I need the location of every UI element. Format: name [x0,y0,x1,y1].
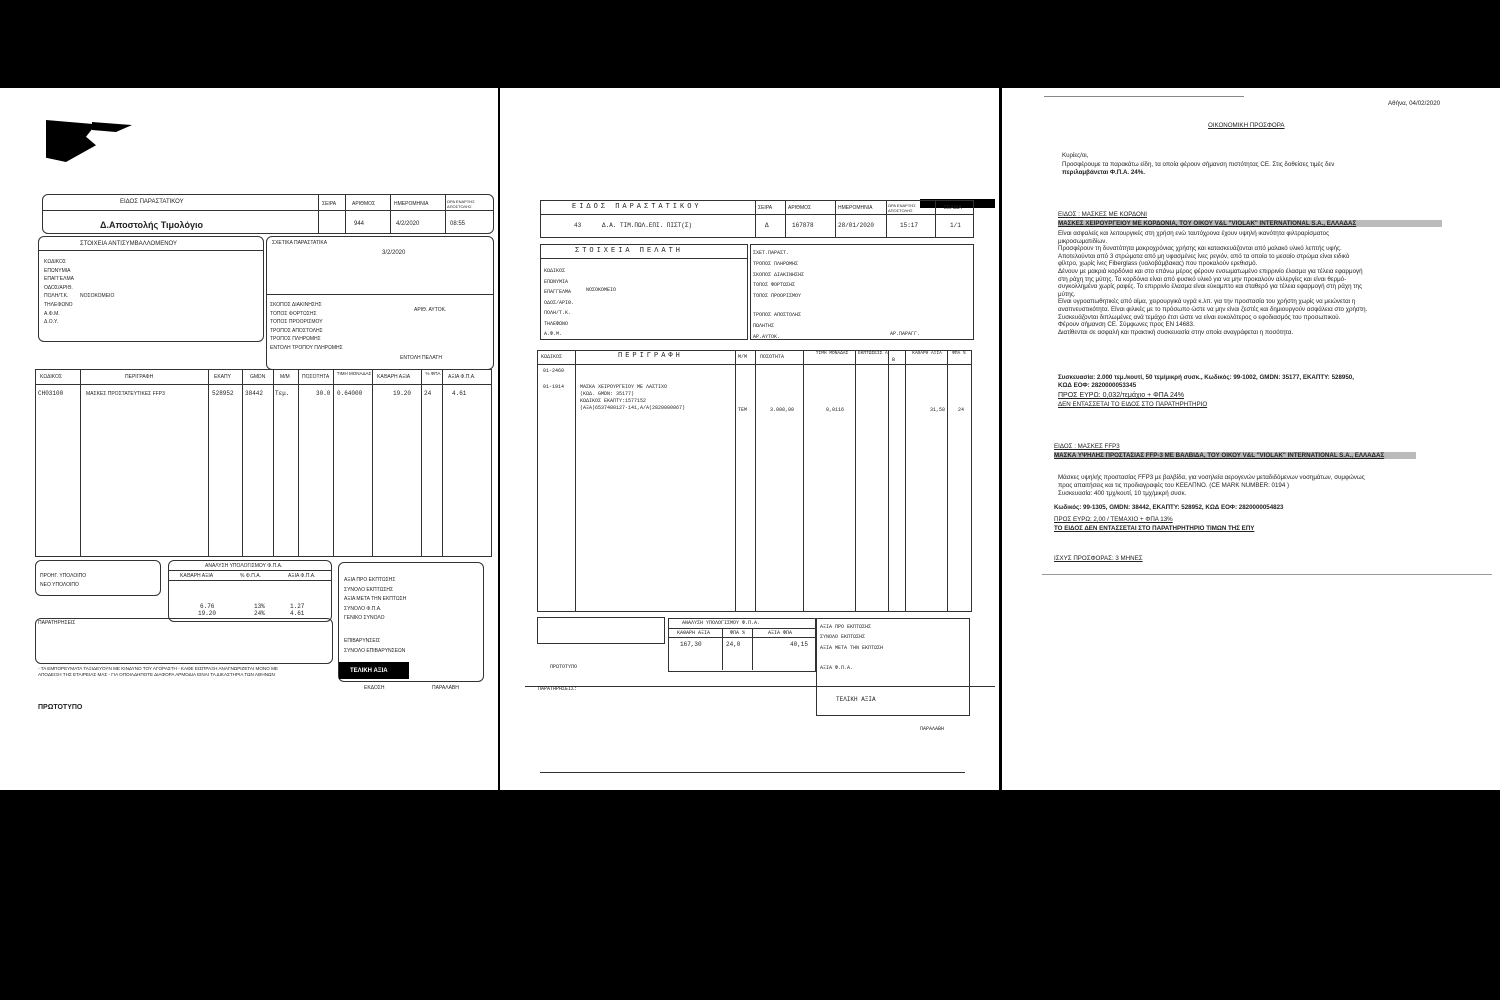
customer-label: ΕΠΑΓΓΕΛΜΑ [44,276,74,283]
customer-label: ΕΠΑΓΓΕΛΜΑ [544,289,572,295]
shipping-label: ΣΧΕΤ.ΠΑΡΑΣΤ. [753,250,790,256]
vat-row-pct: 24,0 [726,641,741,648]
customer-title: ΣΤΟΙΧΕΙΑ ΠΕΛΑΤΗ [575,247,684,255]
shipping-label: ΤΡΟΠΟΣ ΑΠΟΣΤΟΛΗΣ [270,327,323,334]
section2-note: ΤΟ ΕΙΔΟΣ ΔΕΝ ΕΝΤΑΣΣΕΤΑΙ ΣΤΟ ΠΑΡΑΤΗΡΗΤΗΡΙΟ ΤΙΜΩΝ ΤΗΣ ΕΠΥ [1054,525,1255,532]
redacted-logo-part [92,122,132,132]
cell-code-top: 01-2460 [543,368,565,374]
col-net-value: ΚΑΘΑΡΗ ΑΞΙΑ [377,374,411,380]
shipping-label: ΤΟΠΟΣ ΠΡΟΟΡΙΣΜΟΥ [753,293,802,300]
col-vat-value: ΑΞΙΑ Φ.Π.Α. [448,374,476,380]
redacted-logo [46,120,96,162]
customer-label: Δ.Ο.Υ. [44,319,59,326]
footer-note-1: - ΤΑ ΕΜΠΟΡΕΥΜΑΤΑ ΤΑΞΙΔΕΥΟΥΝ ΜΕ ΚΙΝΔΥΝΟ ΤΟΥ ΑΓΟΡΑΣΤΗ - ΚΑΘΕ ΕΙΣΠΡΑΞΗ ΑΝΑΓΝΩΡΙΖΕΤΑΙ ΜΟΝΟ ΜΕ [38,666,278,671]
offer-greeting: Κυρίες/οι, [1062,152,1089,159]
totals-label: ΓΕΝΙΚΟ ΣΥΝΟΛΟ [344,615,385,622]
invoice-page-2 [500,88,999,790]
doc-number: 167878 [792,222,814,229]
cell-description: ΜΑΣΚΑ ΧΕΙΡΟΥΡΓΕΙΟΥ ΜΕ ΛΑΣΤΙΧΟ [580,384,668,390]
doc-page: 1/1 [950,222,961,229]
related-docs-date: 3/2/2020 [382,250,406,256]
vat-row2-net: 19.20 [198,610,217,617]
customer-label: ΕΠΩΝΥΜΙΑ [44,267,71,274]
col-description: ΠΕΡΙΓΡΑΦΗ [125,374,154,380]
cell-unit-price: 0.64000 [337,390,363,397]
section2-line: προς απαιτήσεις και τις προδιαγραφές του ΚΕΕΛΠΝΟ. (CE MARK NUMBER: 0194 ) [1058,481,1290,489]
header-col-time: ΩΡΑ ΕΝΑΡΞΗΣ ΑΠΟΣΤΟΛΗΣ [888,203,916,213]
vat-col-net: ΚΑΘΑΡΗ ΑΞΙΑ [677,630,711,636]
section1-line: μικροσωματιδίων. [1058,237,1108,245]
header-col-number: ΑΡΙΘΜΟΣ [788,205,812,211]
cell-code: CH03100 [38,390,64,397]
section2-type: ΕΙΔΟΣ : ΜΑΣΚΕΣ FFP3 [1054,443,1120,450]
section1-type: ΕΙΔΟΣ : ΜΑΣΚΕΣ ΜΕ ΚΟΡΔΟΝΙ [1058,211,1147,218]
section1-line: μύτης. [1058,290,1076,298]
section1-line: Αποτελούνται από 3 στρώματα από μη υφασμένες ίνες ρεγιόν, από τα οποία το μεσαίο στρώμα είναι ειδικό [1058,252,1350,260]
customer-label: ΠΟΛΗ/Τ.Κ. [544,310,572,316]
section1-line: συγκολλημένα χωρίς ραφές. Το επιρρινίο έλασμα είναι εύκαμπτο και σταθερό για τέλεια εφαρμογή στη ράχη της [1058,283,1363,291]
vat-analysis-title: ΑΝΑΛΥΣΗ ΥΠΟΛΟΓΙΣΜΟΥ Φ.Π.Α. [682,620,761,626]
doc-time: 08:55 [450,221,466,227]
totals-label: ΑΞΙΑ ΠΡΟ ΕΚΠΤΩΣΗΣ [344,577,396,583]
shipping-label: ΤΡΟΠΟΣ ΠΛΗΡΩΜΗΣ [270,336,321,343]
charges-labels [344,637,405,656]
totals-label: ΑΞΙΑ ΜΕΤΑ ΤΗΝ ΕΚΠΤΩΣΗ [344,596,407,603]
section2-line: Μάσκες υψηλής προστασίας FFP3 με βαλβίδα, για νοσηλεία αερογενών μεταδιδόμενων νοσημάτων, συμφώνως [1058,474,1365,481]
customer-sign-label: ΕΝΤΟΛΗ ΠΕΛΑΤΗ [400,355,442,361]
col-net-value: ΚΑΘΑΡΗ ΑΞΙΑ [912,351,942,356]
col-gmdn: GMDN [250,374,266,380]
shipping-label: ΠΩΛΗΤΗΣ [753,322,775,329]
customer-labels [544,266,574,340]
balance-box [537,617,665,644]
header-col-date: ΗΜΕΡΟΜΗΝΙΑ [394,201,429,207]
header-col-number: ΑΡΙΘΜΟΣ [352,201,376,207]
section2-line: Συσκευασία: 400 τμχ/κουτί, 10 τμχ/μικρή συσκ. [1058,489,1187,497]
col-discount-b: Β [892,357,896,363]
vat-col-pct: % Φ.Π.Α. [240,573,261,579]
offer-page [1002,88,1500,790]
totals-label: ΑΞΙΑ ΠΡΟ ΕΚΠΤΩΣΗΣ [820,624,872,630]
section1-line: Είναι υγροαπωθητικές από αίμα, χειρουργικά υγρά κ.λπ. για την προστασία του χρήστη χωρίς να μειώνεται η [1058,298,1356,306]
doc-number: 944 [354,221,365,227]
vat-row-net: 167,30 [680,641,702,648]
offer-intro-1: Προσφέρουμε τα παρακάτω είδη, τα οποία φέρουν σήμανση πιστότητας CE. Στις δοθείσες τιμές δεν [1062,161,1335,168]
charges-label: ΣΥΝΟΛΟ ΕΠΙΒΑΡΥΝΣΕΩΝ [344,647,406,654]
totals-label: ΑΞΙΑ Φ.Π.Α. [820,665,854,672]
cell-description: ΜΑΣΚΕΣ ΠΡΟΣΤΑΤΕΥΤΙΚΕΣ FFP3 [86,391,165,397]
header-col-time: ΩΡΑ ΕΝΑΡΞΗΣ ΑΠΟΣΤΟΛΗΣ [447,199,475,209]
col-ekapty: ΕΚΑΠΥ [214,374,231,380]
cell-net-value: 31,50 [930,407,946,413]
customer-label: Α.Φ.Μ. [44,310,60,317]
totals-label: ΣΥΝΟΛΟ ΕΚΠΤΩΣΗΣ [344,586,394,593]
offer-intro-2: περιλαμβάνεται Φ.Π.Α. 24%. [1062,169,1145,176]
section1-price: ΠΡΟΣ ΕΥΡΩ: 0,032/τεμάχιο + ΦΠΑ 24% [1058,392,1184,399]
col-unit-price: ΤΙΜΗ ΜΟΝΑΔΑΣ [815,351,849,356]
section1-line: Διατίθενται σε ασφαλή και πρακτική συσκευασία στην οποία αναγράφεται η ποσότητα. [1058,328,1294,336]
col-discount-a: ΕΚΠΤΩΣΕΙΣ Α [858,351,888,356]
doc-type-label: ΕΙΔΟΣ ΠΑΡΑΣΤΑΤΙΚΟΥ [572,203,702,211]
col-quantity: ΠΟΣΟΤΗΤΑ [760,354,785,360]
cell-description-ekapty: ΚΩΔΙΚΟΣ ΕΚΑΠΤΥ:1577152 [580,398,647,404]
col-code: ΚΩΔΙΚΟΣ [40,374,62,380]
invoice-page-1 [0,88,498,790]
offer-validity: ΙΣΧΥΣ ΠΡΟΣΦΟΡΑΣ: 3 ΜΗΝΕΣ [1054,555,1143,562]
section1-line: φίλτρο, χωρίς ίνες Fiberglass (υαλοβάμβακας) που προκαλούν ερεθισμό. [1058,260,1258,268]
doc-code: 43 [574,222,582,229]
doc-name: Δ.Α. ΤΙΜ.ΠΩΛ.ΕΠΙ. ΠΙΣΤ(Σ) [602,222,693,229]
section2-price: ΠΡΟΣ ΕΥΡΩ: 2,00 / ΤΕΜΑΧΙΟ + ΦΠΑ 13% [1054,516,1173,523]
vat-col-net: ΚΑΘΑΡΗ ΑΞΙΑ [180,573,214,579]
remarks-label: ΠΑΡΑΤΗΡΗΣΕΙΣ [38,620,76,626]
shipping-label: ΣΚΟΠΟΣ ΔΙΑΚΙΝΗΣΗΣ [753,271,805,278]
section1-line: αναπνευστικότητα. Είναι φιλικές με το πρόσωπο ώστε να μην είναι ζεστές και δημιουργούν ασφάλεια στο χρήστη. [1058,305,1368,313]
section2-name: ΜΑΣΚΑ ΥΨΗΛΗΣ ΠΡΟΣΤΑΣΙΑΣ FFP-3 ΜΕ ΒΑΛΒΙΔΑ, ΤΟΥ ΟΙΚΟΥ V&L "VIOLAK" INTERNATIONAL S.A., ΕΛΛΑΔΑΣ [1054,452,1416,459]
customer-label: ΟΔΟΣ/ΑΡΙΘ. [544,299,575,306]
header-col-series: ΣΕΙΡΑ [758,205,773,211]
shipping-label: ΕΝΤΟΛΗ ΤΡΟΠΟΥ ΠΛΗΡΩΜΗΣ [270,344,343,351]
vat-row2-value: 4.61 [290,610,305,617]
related-docs-label: ΣΧΕΤΙΚΑ ΠΑΡΑΣΤΑΤΙΚΑ [272,240,328,246]
col-quantity: ΠΟΣΟΤΗΤΑ [302,374,330,380]
totals-label: ΣΥΝΟΛΟ Φ.Π.Α. [344,605,382,612]
vat-row1-pct: 13% [254,603,265,610]
order-number-label: ΑΡ.ΠΑΡΑΓΓ. [890,331,921,337]
cell-ekapty: 528952 [212,390,234,397]
cell-vat-value: 4.61 [452,390,467,397]
section1-line: Συσκευάζονται διπλωμένες ανά τεμάχιο έτσι ώστε να είναι ευκολότερος ο εφοδιασμός του προσωπικού. [1058,313,1341,321]
issued-label: ΕΚΔΟΣΗ [364,685,385,691]
vat-col-pct: ΦΠΑ % [730,630,746,636]
section1-line: Φέρουν σήμανση CE. Σύμφωνες προς EN 14683. [1058,321,1195,329]
vat-row-value: 40,15 [790,641,809,648]
col-vat-pct: ΦΠΑ % [952,351,966,356]
doc-type-label: ΕΙΔΟΣ ΠΑΡΑΣΤΑΤΙΚΟΥ [120,199,184,205]
new-balance-label: ΝΕΟ ΥΠΟΛΟΙΠΟ [40,582,79,588]
remarks-box [35,618,333,664]
charges-label: ΕΠΙΒΑΡΥΝΣΕΙΣ [344,638,381,644]
received-label: ΠΑΡΑΛΑΒΗ [920,726,945,732]
vat-row1-value: 1.27 [290,603,305,610]
vat-col-value: ΑΞΙΑ ΦΠΑ [768,630,793,636]
section1-description [1058,230,1367,336]
footer-note-2: ΑΠΟΔΕΙΞΗ ΤΗΣ ΕΤΑΙΡΕΙΑΣ ΜΑΣ - ΓΙΑ ΟΠΟΙΑΔΗΠΟΤΕ ΔΙΑΦΟΡΑ ΑΡΜΟΔΙΑ ΕΙΝΑΙ ΤΑ ΔΙΚΑΣΤΗΡΙΑ ΤΩΝ ΑΘΗΝΩΝ [38,672,275,677]
original-label: ΠΡΩΤΟΤΥΠΟ [38,704,83,711]
vat-row2-pct: 24% [254,610,265,617]
customer-label: ΚΩΔΙΚΟΣ [544,268,566,274]
customer-label: ΕΠΩΝΥΜΙΑ [544,278,569,285]
customer-label: ΠΟΛΗ/Τ.Κ. [44,293,69,300]
customer-profession: ΝΟΣΟΚΟΜΕΙΟ [586,287,617,293]
customer-title: ΣΤΟΙΧΕΙΑ ΑΝΤΙΣΥΜΒΑΛΛΟΜΕΝΟΥ [80,241,178,247]
col-code: ΚΩΔΙΚΟΣ [541,354,563,360]
section1-note: ΔΕΝ ΕΝΤΑΣΣΕΤΑΙ ΤΟ ΕΙΔΟΣ ΣΤΟ ΠΑΡΑΤΗΡΗΤΗΡΙΟ [1058,401,1208,408]
doc-name: Δ.Αποστολής Τιμολόγιο [100,220,203,230]
customer-label: ΟΔΟΣ/ΑΡΙΘ. [44,284,73,291]
shipping-labels [753,248,804,342]
section2-code: Κωδικός: 99-1305, GMDN: 38442, ΕΚΑΠΤΥ: 528952, ΚΩΔ ΕΟΦ: 2820000054823 [1054,504,1284,511]
totals-label: ΣΥΝΟΛΟ ΕΚΠΤΩΣΗΣ [820,634,866,641]
cell-description-ref: (ΑΞΑ)6537480127-141,Α/Α(2820000067) [580,405,686,411]
cell-unit-price: 0,0116 [826,407,845,413]
header-col-page: ΣΕΛΙΔΑ [944,205,962,211]
customer-labels [44,259,74,328]
customer-label: ΚΩΔΙΚΟΣ [44,259,66,265]
shipping-label: ΤΡΟΠΟΣ ΠΛΗΡΩΜΗΣ [753,260,799,267]
col-unit: Μ/Μ [738,354,748,360]
totals-labels [344,576,406,624]
offer-date: Αθήνα, 04/02/2020 [1388,100,1441,107]
shipping-label: ΑΡ.ΑΥΤΟΚ. [753,333,781,340]
doc-date: 4/2/2020 [396,221,420,227]
doc-time: 15:17 [900,222,919,229]
cell-quantity: 30.0 [316,390,331,397]
final-total-label: ΤΕΛΙΚΗ ΑΞΙΑ [836,696,876,703]
section1-line: Είναι ασφαλείς και λειτουργικές στη χρήση ενώ ταυτόχρονα έχουν υψηλή ικανότητα φιλτραρίσματος [1058,230,1330,237]
remarks-label: ΠΑΡΑΤΗΡΗΣΕΙΣ: [538,686,578,692]
section1-line: Προσφέρουν τη δυνατότητα μακροχρόνιας χρήσης και κατασκευάζονται από μαλακό υλικό λεπτής υφής. [1058,245,1342,253]
offer-title: ΟΙΚΟΝΟΜΙΚΗ ΠΡΟΣΦΟΡΑ [1208,122,1285,129]
cell-vat-pct: 24 [958,407,965,413]
shipping-label: ΤΟΠΟΣ ΦΟΡΤΩΣΗΣ [270,310,317,317]
header-col-date: ΗΜΕΡΟΜΗΝΙΑ [838,205,873,211]
shipping-label: ΤΟΠΟΣ ΠΡΟΟΡΙΣΜΟΥ [270,319,323,326]
totals-labels [820,622,883,674]
doc-series: Δ [765,222,769,229]
vat-col-value: ΑΞΙΑ Φ.Π.Α. [288,573,316,579]
section1-line: στη ράχη της μύτης. Τα κορδόνια είναι από φυσικό υλικό για να μην προκαλούν αλλεργίες και είναι θερμό- [1058,275,1347,283]
cell-unit: ΤΕΜ [738,407,748,413]
shipping-label: ΤΡΟΠΟΣ ΑΠΟΣΤΟΛΗΣ [753,311,802,318]
shipping-labels [270,302,343,354]
customer-label: Α.Φ.Μ. [544,331,563,337]
section1-line: Δένουν με μακριά κορδόνια και στο επάνω μέρος φέρουν ενσωματωμένο επιρρινίο έλασμα για τέλεια εφαρμογή [1058,267,1363,275]
shipping-label: ΣΚΟΠΟΣ ΔΙΑΚΙΝΗΣΗΣ [270,302,322,308]
cell-vat-pct: 24 [424,390,432,397]
section1-name: ΜΑΣΚΕΣ ΧΕΙΡΟΥΡΓΕΙΟΥ ΜΕ ΚΟΡΔΟΝΙΑ, ΤΟΥ ΟΙΚΟΥ V&L "VIOLAK" INTERNATIONAL S.A., ΕΛΛΑΔΑΣ [1058,220,1442,227]
original-label: ΠΡΩΤΟΤΥΠΟ [550,664,578,670]
vat-analysis-title: ΑΝΑΛΥΣΗ ΥΠΟΛΟΓΙΣΜΟΥ Φ.Π.Α. [205,563,283,569]
final-total-label: ΤΕΛΙΚΗ ΑΞΙΑ [350,668,388,674]
cell-unit: Τεμ. [275,390,290,397]
cell-net-value: 19.20 [393,390,412,397]
col-unit-price: ΤΙΜΗ ΜΟΝΑΔΑΣ [336,371,372,376]
section1-code: ΚΩΔ ΕΟΦ: 2820000053345 [1058,382,1137,389]
section2-description [1058,474,1365,497]
cell-gmdn: 38442 [245,390,264,397]
doc-date: 28/01/2020 [838,222,875,229]
order-number-label: ΑΡΙΘ. ΑΥΤΟΚ. [414,307,447,313]
shipping-label: ΤΟΠΟΣ ΦΟΡΤΩΣΗΣ [753,282,796,289]
cell-description-gmdn: (ΚΩΔ. GMDN: 35177) [580,391,635,397]
customer-label: ΤΗΛΕΦΩΝΟ [544,320,569,327]
section1-pack: Συσκευασία: 2.000 τεμ./κουτί, 50 τεμ/μικρή συσκ., Κωδικός: 99-1002, GMDN: 35177, ΕΚΑΠΤΥ: 528950, [1058,374,1354,381]
totals-label: ΑΞΙΑ ΜΕΤΑ ΤΗΝ ΕΚΠΤΩΣΗ [820,644,884,651]
header-col-series: ΣΕΙΡΑ [322,201,337,207]
customer-label: ΤΗΛΕΦΩΝΟ [44,301,73,308]
vat-row1-net: 6.76 [200,603,215,610]
col-unit: Μ/Μ [280,374,290,380]
col-vat-pct: % ΦΠΑ [425,371,441,376]
customer-profession: ΝΟΣΟΚΟΜΕΙΟ [80,293,115,299]
received-label: ΠΑΡΑΛΑΒΗ [432,685,459,691]
cell-quantity: 3.000,00 [770,407,795,413]
cell-code: 01-1914 [543,384,565,390]
col-description: ΠΕΡΙΓΡΑΦΗ [618,352,683,360]
prev-balance-label: ΠΡΟΗΓ. ΥΠΟΛΟΙΠΟ [40,573,87,579]
